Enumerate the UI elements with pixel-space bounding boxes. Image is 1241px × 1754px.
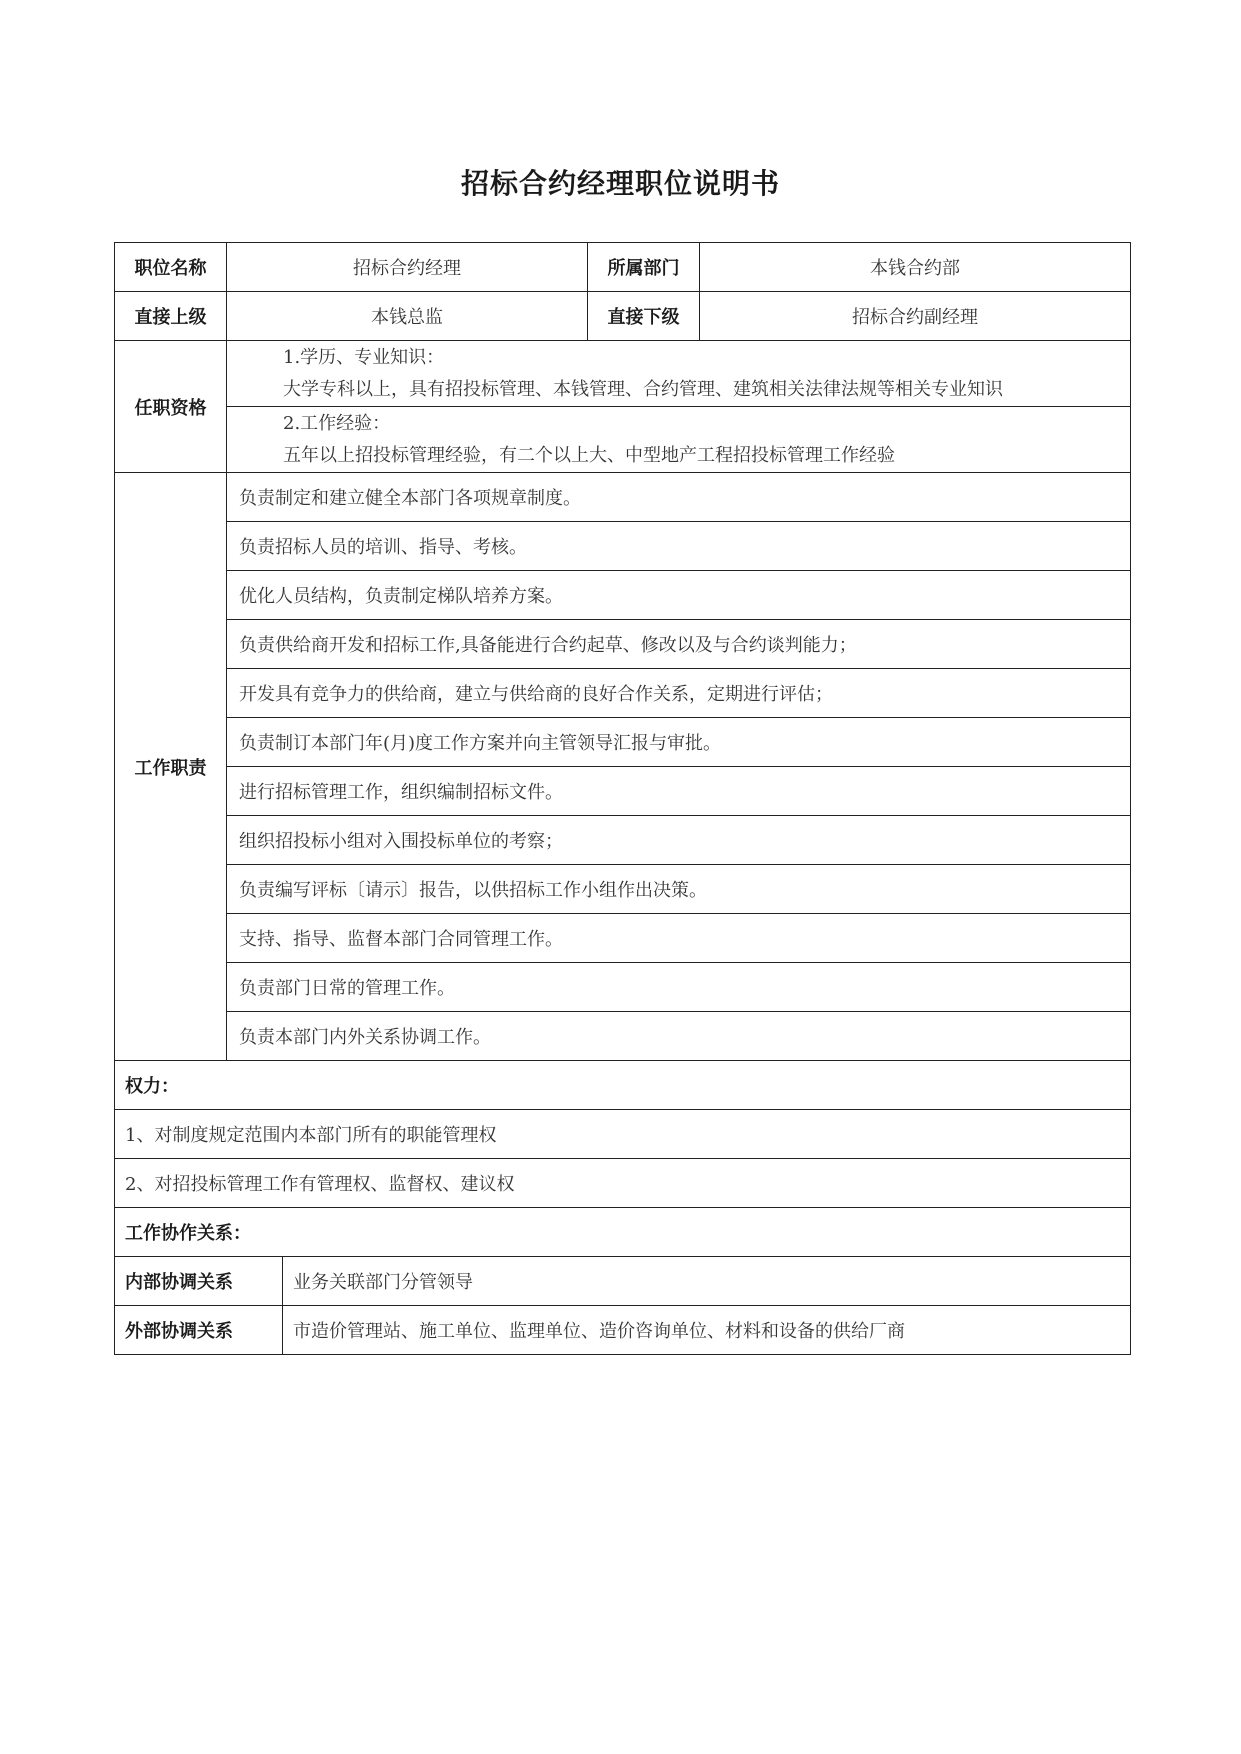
direct-superior-value: 本钱总监	[227, 292, 588, 341]
qualification-text: 大学专科以上，具有招投标管理、本钱管理、合约管理、建筑相关法律法规等相关专业知识	[283, 378, 1003, 400]
duty-item: 组织招投标小组对入围投标单位的考察；	[227, 816, 1131, 865]
duty-row	[115, 963, 1131, 1012]
collaboration-heading: 工作协作关系：	[115, 1208, 1131, 1257]
qualification-text: 五年以上招投标管理经验，有二个以上大、中型地产工程招投标管理工作经验	[283, 444, 895, 466]
superior-row	[115, 292, 1131, 341]
qualifications-label: 任职资格	[115, 341, 227, 473]
direct-subordinate-label: 直接下级	[588, 292, 700, 341]
duty-item: 负责制定和建立健全本部门各项规章制度。	[227, 473, 1131, 522]
position-name-value: 招标合约经理	[227, 243, 588, 292]
internal-collaboration-label: 内部协调关系	[115, 1257, 283, 1306]
duty-row	[115, 865, 1131, 914]
duty-row	[115, 767, 1131, 816]
duty-row	[115, 571, 1131, 620]
qualification-item	[227, 341, 1131, 407]
duty-row	[115, 522, 1131, 571]
internal-collaboration-value: 业务关联部门分管领导	[283, 1257, 1131, 1306]
duties-label: 工作职责	[115, 473, 227, 1061]
duty-item: 负责制订本部门年(月)度工作方案并向主管领导汇报与审批。	[227, 718, 1131, 767]
duty-item: 负责部门日常的管理工作。	[227, 963, 1131, 1012]
direct-subordinate-value: 招标合约副经理	[700, 292, 1131, 341]
authority-row	[115, 1159, 1131, 1208]
duty-row	[115, 914, 1131, 963]
duty-item: 负责编写评标〔请示〕报告，以供招标工作小组作出决策。	[227, 865, 1131, 914]
duty-row	[115, 1012, 1131, 1061]
duty-item: 负责本部门内外关系协调工作。	[227, 1012, 1131, 1061]
duty-row	[115, 816, 1131, 865]
external-collaboration-value: 市造价管理站、施工单位、监理单位、造价咨询单位、材料和设备的供给厂商	[283, 1306, 1131, 1355]
authority-item: 1、对制度规定范围内本部门所有的职能管理权	[115, 1110, 1131, 1159]
authority-row	[115, 1110, 1131, 1159]
qualification-row-2	[115, 407, 1131, 473]
job-description-table	[114, 242, 1131, 1355]
qualification-heading: 2.工作经验：	[283, 412, 391, 434]
duty-item: 优化人员结构，负责制定梯队培养方案。	[227, 571, 1131, 620]
qualification-heading: 1.学历、专业知识：	[283, 346, 445, 368]
duty-row	[115, 669, 1131, 718]
duty-item: 进行招标管理工作，组织编制招标文件。	[227, 767, 1131, 816]
authority-heading-row	[115, 1061, 1131, 1110]
duty-item: 开发具有竞争力的供给商，建立与供给商的良好合作关系，定期进行评估；	[227, 669, 1131, 718]
page-title: 招标合约经理职位说明书	[460, 167, 780, 200]
duty-row	[115, 718, 1131, 767]
duty-item: 负责招标人员的培训、指导、考核。	[227, 522, 1131, 571]
direct-superior-label: 直接上级	[115, 292, 227, 341]
qualification-row-1	[115, 341, 1131, 407]
authority-item: 2、对招投标管理工作有管理权、监督权、建议权	[115, 1159, 1131, 1208]
qualification-item	[227, 407, 1131, 473]
duty-item: 支持、指导、监督本部门合同管理工作。	[227, 914, 1131, 963]
internal-collaboration-row	[115, 1257, 1131, 1306]
duty-row	[115, 620, 1131, 669]
external-collaboration-row	[115, 1306, 1131, 1355]
duty-row	[115, 473, 1131, 522]
position-name-row	[115, 243, 1131, 292]
collaboration-heading-row	[115, 1208, 1131, 1257]
external-collaboration-label: 外部协调关系	[115, 1306, 283, 1355]
duty-item: 负责供给商开发和招标工作,具备能进行合约起草、修改以及与合约谈判能力；	[227, 620, 1131, 669]
authority-heading: 权力：	[115, 1061, 1131, 1110]
position-name-label: 职位名称	[115, 243, 227, 292]
department-value: 本钱合约部	[700, 243, 1131, 292]
department-label: 所属部门	[588, 243, 700, 292]
